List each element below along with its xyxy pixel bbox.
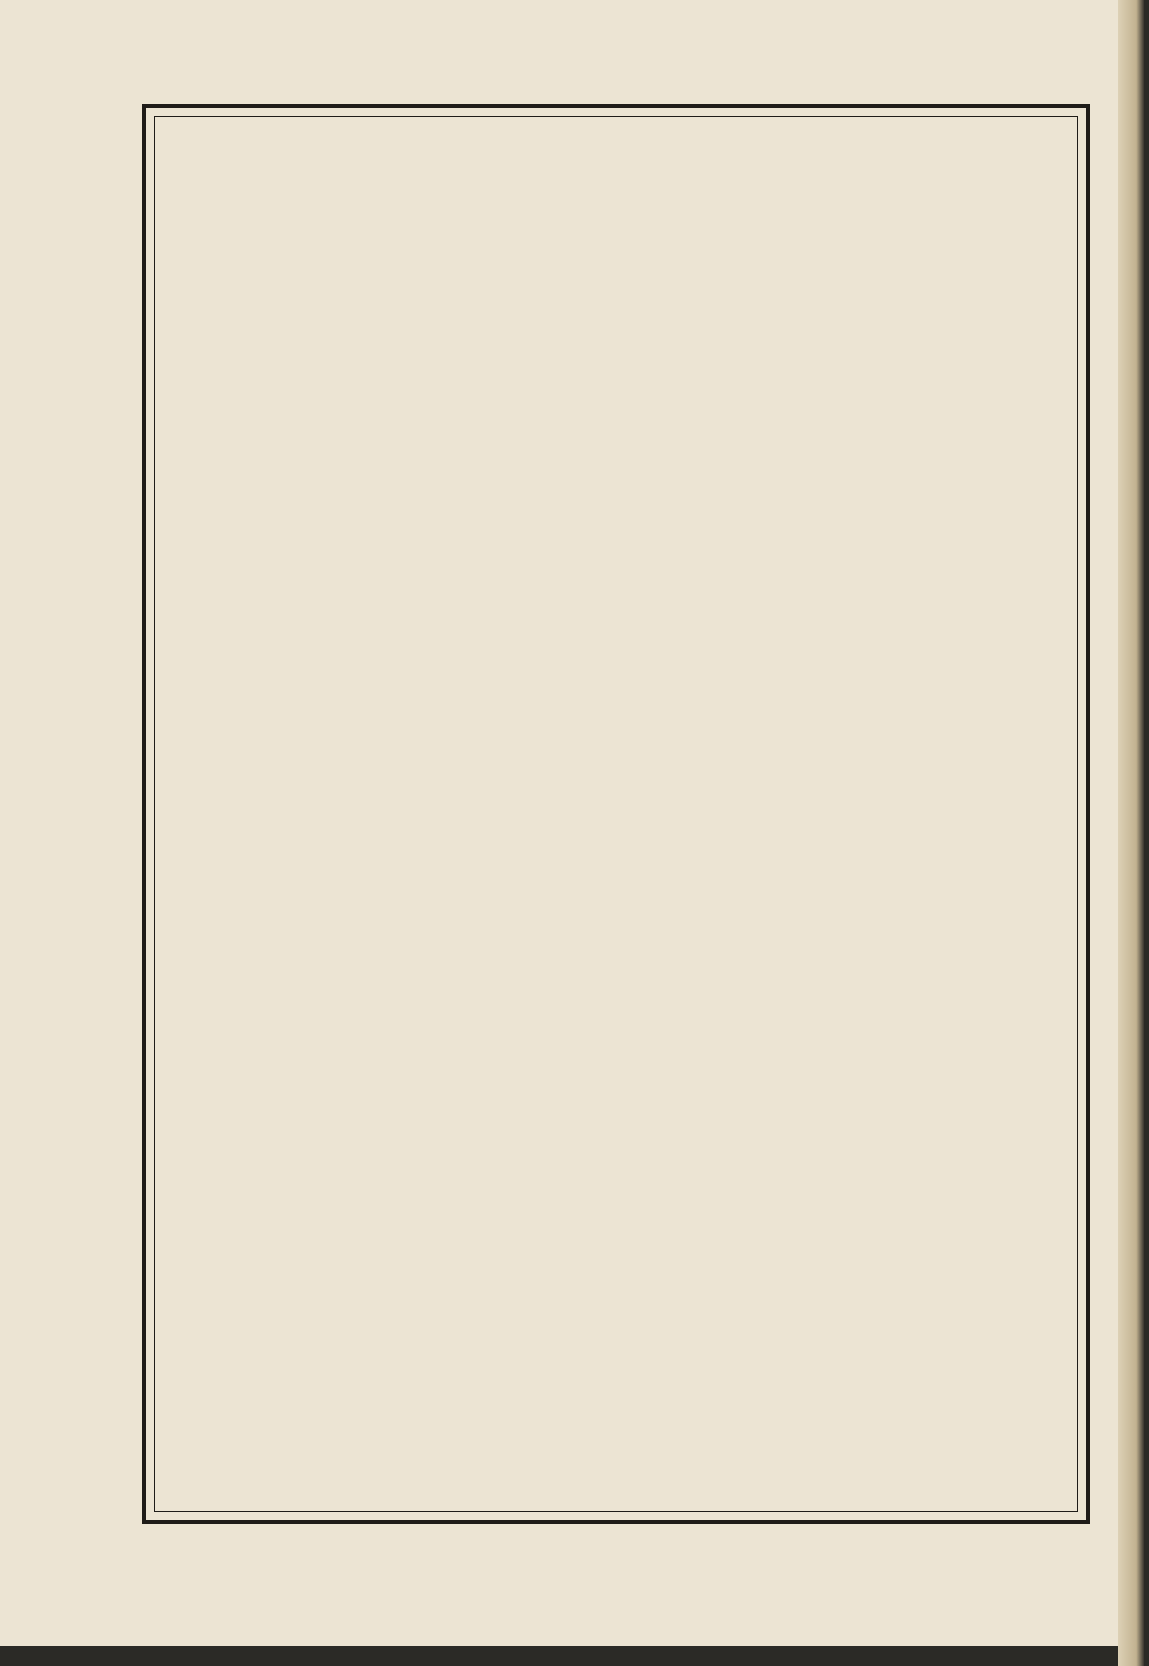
table-inner-border <box>154 116 1078 1512</box>
table-frame <box>142 104 1090 1524</box>
page-edge <box>1118 0 1144 1666</box>
